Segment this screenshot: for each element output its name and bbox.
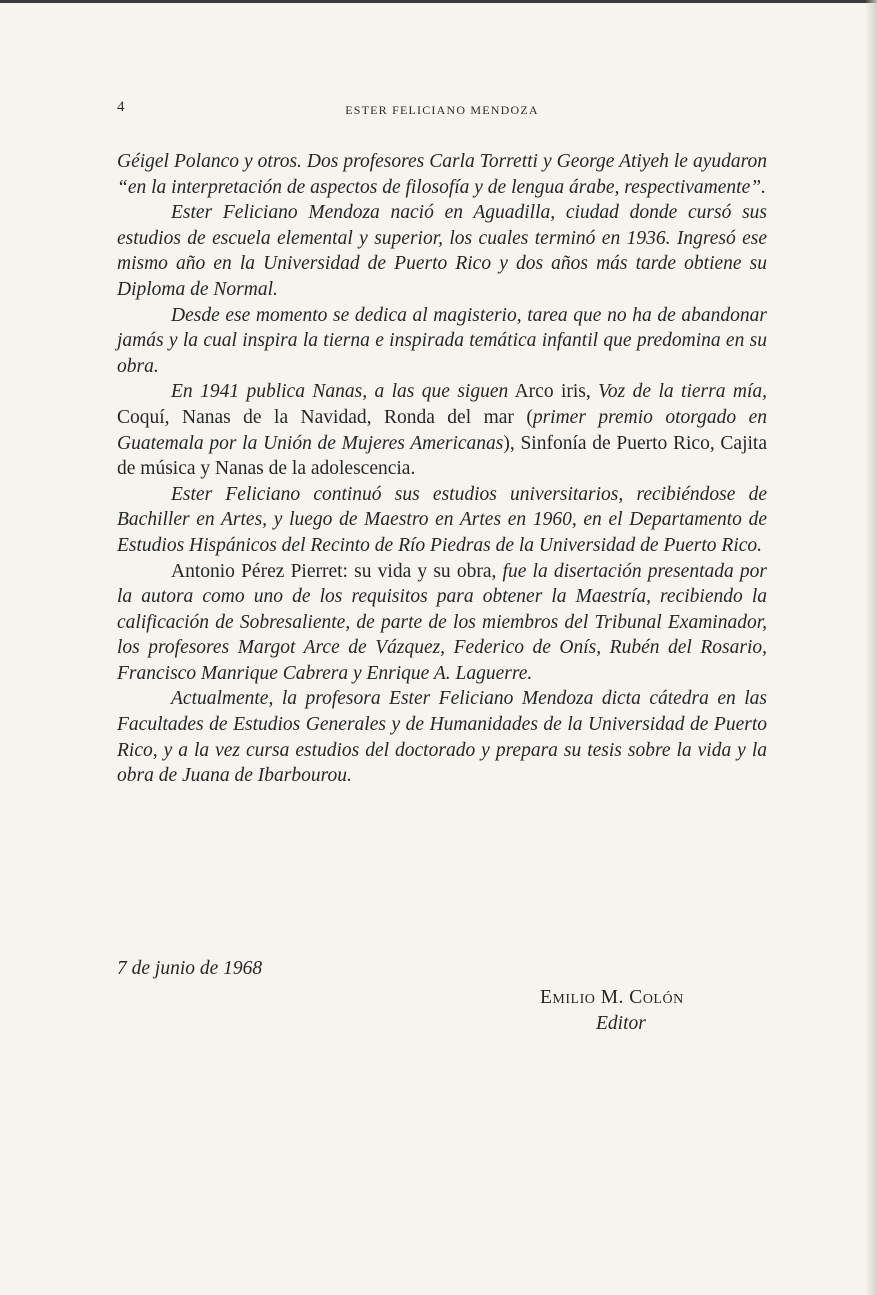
paragraph-6-part-a: Antonio Pérez Pierret: su vida y su obra, (171, 560, 503, 582)
paragraph-1: Géigel Polanco y otros. Dos profesores Carla Torretti y George Atiyeh le ayudaron “en la interpretación de aspectos de filosofía y de lengua árabe, respectivamente”. (117, 151, 767, 198)
paragraph-4-part-c: Voz de la tierra mía, (598, 381, 767, 403)
paragraph-7: Actualmente, la profesora Ester Feliciano Mendoza dicta cátedra en las Facultades de Estudios Generales y de Humanidades de la Universidad de Puerto Rico, y a la vez cursa estudios del doctorado y prepara su tesis sobre la vida y la obra de Juana de Ibarbourou. (117, 688, 767, 787)
paragraph-6-part-b: fue la disertación presentada por la autora como uno de los requisitos para obtener la Maestría, recibiendo la calificación de Sobresaliente, de parte de los miembros del Tribunal Examinador, los profesores Margot Arce de Vázquez, Federico de Onís, Rubén del Rosario, Francisco Manrique Cabrera y Enrique A. Laguerre. (117, 560, 767, 684)
paragraph-4-part-b: Arco iris, (508, 381, 599, 403)
paragraph-3: Desde ese momento se dedica al magisterio, tarea que no ha de abandonar jamás y la cual inspira la tierna e inspirada temática infantil que predomina en su obra. (117, 304, 767, 377)
paragraph-6 (117, 559, 767, 687)
signature-title: Editor (596, 1013, 646, 1034)
paragraph-5: Ester Feliciano continuó sus estudios universitarios, recibiéndose de Bachiller en Artes, y luego de Maestro en Artes en 1960, en el Departamento de Estudios Hispánicos del Recinto de Río Piedras de la Universidad de Puerto Rico. (117, 483, 767, 556)
paragraph-4 (117, 379, 767, 481)
paragraph-4-part-e: primer premio otorgado en Guatemala por la Unión de Mujeres Americanas (117, 406, 767, 454)
page-number: 4 (117, 99, 125, 115)
page-gutter-shadow (865, 0, 877, 1295)
paragraph-4-part-a: En 1941 publica Nanas, a las que siguen (171, 381, 509, 403)
date-line: 7 de junio de 1968 (117, 958, 263, 979)
page-top-edge (0, 0, 877, 3)
signature-block (540, 985, 740, 1037)
running-head: ESTER FELICIANO MENDOZA (345, 103, 539, 117)
signature-name: Emilio M. Colón (540, 987, 684, 1008)
paragraph-2: Ester Feliciano Mendoza nació en Aguadilla, ciudad donde cursó sus estudios de escuela elemental y superior, los cuales terminó en 1936. Ingresó ese mismo año en la Universidad de Puerto Rico y dos años más tarde obtiene su Diploma de Normal. (117, 202, 767, 300)
paragraph-4-part-d: Coquí, Nanas de la Navidad, Ronda del mar ( (117, 406, 533, 428)
paragraph-4-part-f: ), Sinfonía de Puerto Rico, Cajita de música y Nanas de la adolescencia. (117, 432, 767, 480)
body-text (117, 149, 767, 789)
page-header (117, 101, 767, 123)
